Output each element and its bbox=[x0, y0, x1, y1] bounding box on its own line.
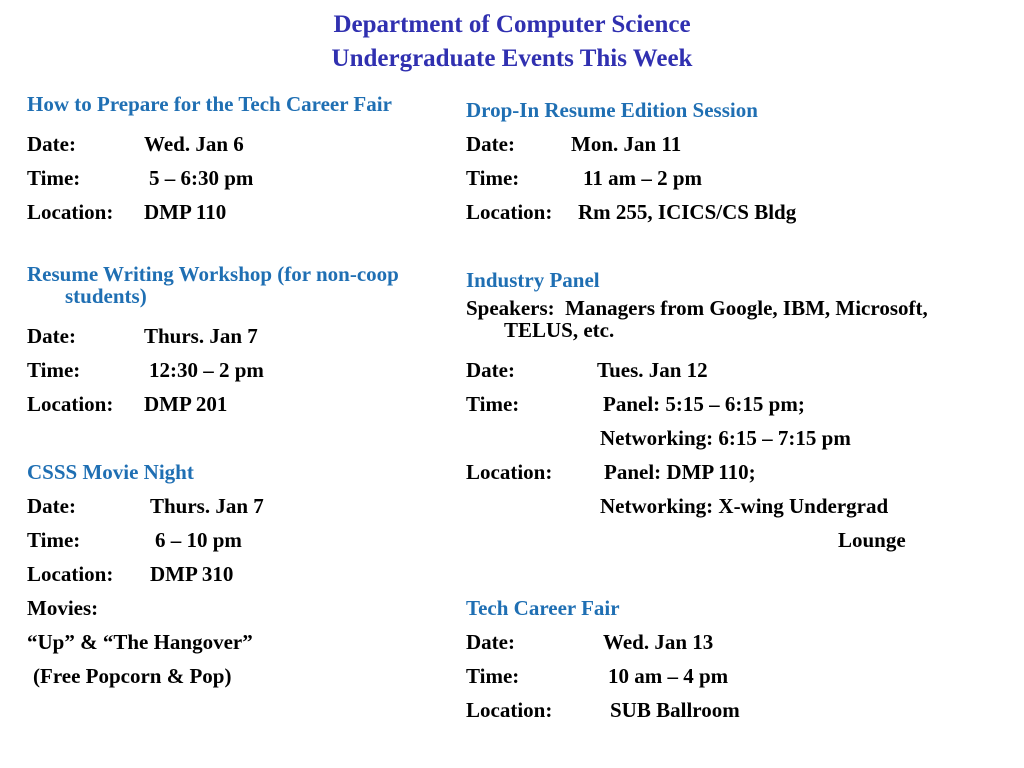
time-value: 5 – 6:30 pm bbox=[149, 166, 254, 190]
speakers-label: Speakers: bbox=[466, 296, 555, 320]
time-label: Time: bbox=[466, 166, 520, 190]
location-value-lounge: Lounge bbox=[838, 528, 906, 552]
time-label: Time: bbox=[466, 664, 520, 688]
time-value: 11 am – 2 pm bbox=[583, 166, 703, 190]
time-label: Time: bbox=[27, 358, 81, 382]
time-label: Time: bbox=[27, 528, 81, 552]
event-location-row bbox=[27, 195, 447, 229]
location-label: Location: bbox=[466, 460, 553, 484]
movies-label: Movies: bbox=[27, 596, 99, 620]
event-date-row bbox=[27, 127, 447, 161]
date-label: Date: bbox=[27, 494, 76, 518]
event-time-row bbox=[27, 161, 447, 195]
date-value: Wed. Jan 6 bbox=[144, 132, 244, 156]
event-date-row bbox=[27, 489, 447, 523]
speakers-row bbox=[466, 297, 1006, 353]
event-location-row-3 bbox=[466, 523, 1006, 557]
location-value-panel: Panel: DMP 110; bbox=[604, 460, 756, 484]
events-subtitle: Undergraduate Events This Week bbox=[331, 45, 693, 72]
event-time-row bbox=[27, 523, 447, 557]
date-label: Date: bbox=[27, 324, 76, 348]
time-value-panel: Panel: 5:15 – 6:15 pm; bbox=[603, 392, 805, 416]
movies-list: “Up” & “The Hangover” bbox=[27, 630, 253, 654]
event-title-resume-workshop: Resume Writing Workshop (for non-coop students) bbox=[27, 262, 399, 308]
event-title-movie-night: CSSS Movie Night bbox=[27, 460, 194, 484]
event-title-tech-career-fair: Tech Career Fair bbox=[466, 596, 620, 620]
date-label: Date: bbox=[27, 132, 76, 156]
location-label: Location: bbox=[27, 562, 114, 586]
date-value: Mon. Jan 11 bbox=[571, 132, 682, 156]
location-value-networking: Networking: X-wing Undergrad bbox=[600, 494, 889, 518]
location-value: Rm 255, ICICS/CS Bldg bbox=[578, 200, 797, 224]
event-location-row bbox=[466, 693, 1006, 727]
event-location-row bbox=[466, 455, 1006, 489]
event-title-resume-session: Drop-In Resume Edition Session bbox=[466, 98, 758, 122]
time-value: 10 am – 4 pm bbox=[608, 664, 729, 688]
location-value: SUB Ballroom bbox=[610, 698, 740, 722]
event-date-row bbox=[466, 127, 1006, 161]
time-label: Time: bbox=[466, 392, 520, 416]
event-time-row bbox=[466, 161, 1006, 195]
location-value: DMP 201 bbox=[144, 392, 228, 416]
event-location-row bbox=[27, 557, 447, 591]
department-title: Department of Computer Science bbox=[333, 11, 691, 38]
date-value: Wed. Jan 13 bbox=[603, 630, 714, 654]
location-label: Location: bbox=[466, 200, 553, 224]
page-header bbox=[0, 8, 1024, 76]
location-value: DMP 110 bbox=[144, 200, 227, 224]
date-value: Tues. Jan 12 bbox=[597, 358, 708, 382]
location-value: DMP 310 bbox=[150, 562, 234, 586]
event-date-row bbox=[466, 625, 1006, 659]
time-value-networking: Networking: 6:15 – 7:15 pm bbox=[600, 426, 851, 450]
date-value: Thurs. Jan 7 bbox=[150, 494, 264, 518]
event-location-row-2 bbox=[466, 489, 1006, 523]
event-location-row bbox=[466, 195, 1006, 229]
left-column bbox=[27, 93, 447, 693]
event-time-row bbox=[466, 659, 1006, 693]
event-title-tech-fair-prep: How to Prepare for the Tech Career Fair bbox=[27, 92, 392, 116]
time-value: 6 – 10 pm bbox=[155, 528, 242, 552]
event-location-row bbox=[27, 387, 447, 421]
event-time-row-2 bbox=[466, 421, 1006, 455]
date-value: Thurs. Jan 7 bbox=[144, 324, 258, 348]
event-date-row bbox=[466, 353, 1006, 387]
event-time-row bbox=[27, 353, 447, 387]
date-label: Date: bbox=[466, 358, 515, 382]
location-label: Location: bbox=[27, 392, 114, 416]
right-column bbox=[466, 93, 1006, 727]
date-label: Date: bbox=[466, 132, 515, 156]
location-label: Location: bbox=[27, 200, 114, 224]
time-label: Time: bbox=[27, 166, 81, 190]
date-label: Date: bbox=[466, 630, 515, 654]
event-title-industry-panel: Industry Panel bbox=[466, 268, 600, 292]
time-value: 12:30 – 2 pm bbox=[149, 358, 264, 382]
speakers-value: Managers from Google, IBM, Microsoft, TELUS, etc. bbox=[504, 296, 928, 342]
event-date-row bbox=[27, 319, 447, 353]
event-time-row bbox=[466, 387, 1006, 421]
location-label: Location: bbox=[466, 698, 553, 722]
movie-night-note: (Free Popcorn & Pop) bbox=[33, 664, 232, 688]
